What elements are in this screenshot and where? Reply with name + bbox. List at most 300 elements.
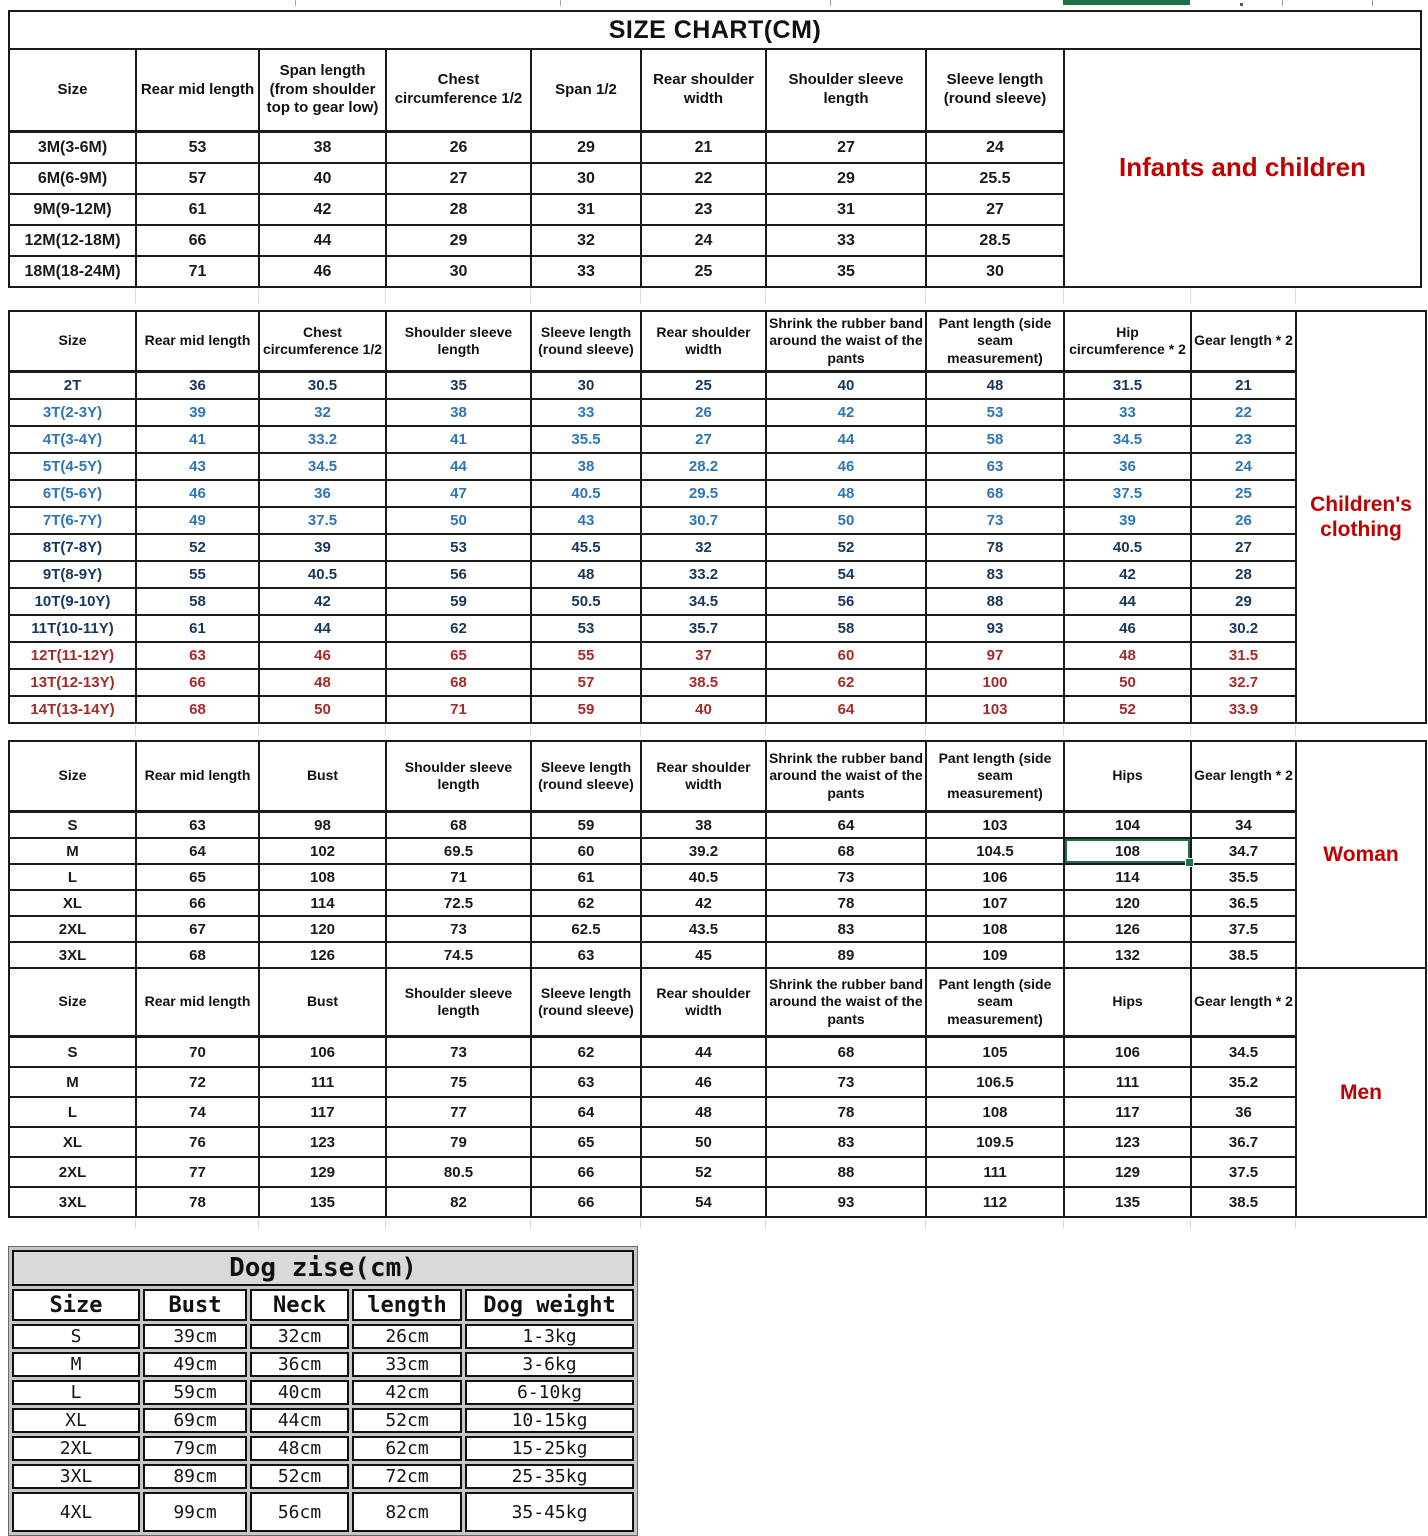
table-cell: 33	[766, 225, 926, 256]
row-size-cell: M	[9, 1067, 136, 1097]
table-cell: 55	[531, 642, 641, 669]
infants-table	[8, 10, 1422, 288]
table-cell: 40cm	[250, 1380, 349, 1405]
column-header: Size	[12, 1289, 140, 1321]
table-cell: 78	[926, 534, 1064, 561]
table-cell: 82cm	[352, 1492, 462, 1532]
table-cell: 33	[531, 256, 641, 287]
column-header: Rear mid length	[136, 311, 259, 372]
table-cell: 1-3kg	[465, 1324, 634, 1349]
table-cell: 46	[1064, 615, 1191, 642]
table-cell: 44cm	[250, 1408, 349, 1433]
table-cell: 100	[926, 669, 1064, 696]
gridline-tick	[135, 1219, 136, 1229]
row-size-cell: 2XL	[12, 1436, 140, 1461]
table-cell: 98	[259, 812, 386, 839]
column-header: Span 1/2	[531, 49, 641, 132]
column-header: Size	[9, 49, 136, 132]
sheet-gap	[8, 724, 1425, 740]
table-cell: 37.5	[1191, 916, 1296, 942]
table-cell: 120	[259, 916, 386, 942]
table-cell: 29	[531, 132, 641, 164]
table-cell: 62	[386, 615, 531, 642]
table-cell: 42cm	[352, 1380, 462, 1405]
table-cell: 50	[641, 1127, 766, 1157]
table-cell: 65	[531, 1127, 641, 1157]
table-cell: 63	[136, 812, 259, 839]
column-header: Hip circumference * 2	[1064, 311, 1191, 372]
table-cell: 44	[641, 1037, 766, 1068]
header-row	[9, 49, 1421, 132]
table-cell: 52	[1064, 696, 1191, 723]
table-cell: 77	[386, 1097, 531, 1127]
table-cell: 44	[386, 453, 531, 480]
table-cell: 26	[641, 399, 766, 426]
table-cell: 38.5	[1191, 1187, 1296, 1217]
woman-table	[8, 740, 1427, 969]
gridline-tick	[1190, 725, 1191, 736]
row-size-cell: 2XL	[9, 916, 136, 942]
table-cell: 65	[136, 864, 259, 890]
table-cell: 30	[386, 256, 531, 287]
table-cell: 109.5	[926, 1127, 1064, 1157]
table-cell: 48	[1064, 642, 1191, 669]
table-row	[9, 1097, 1426, 1127]
row-size-cell: 3XL	[9, 942, 136, 968]
table-cell: 25-35kg	[465, 1464, 634, 1489]
table-cell: 38	[641, 812, 766, 839]
table-cell: 42	[259, 194, 386, 225]
table-cell: 106	[926, 864, 1064, 890]
gridline-tick	[385, 1219, 386, 1229]
table-cell: 48	[766, 480, 926, 507]
table-cell: 106	[1064, 1037, 1191, 1068]
table-cell: 42	[641, 890, 766, 916]
column-header: Hips	[1064, 968, 1191, 1037]
spreadsheet-top-edge	[0, 0, 1428, 10]
table-cell: 50	[386, 507, 531, 534]
table-row	[12, 1492, 634, 1532]
category-label: Children's clothing	[1296, 311, 1426, 723]
row-size-cell: 4XL	[12, 1492, 140, 1532]
table-cell: 25	[1191, 480, 1296, 507]
table-cell: 45.5	[531, 534, 641, 561]
table-cell: 15-25kg	[465, 1436, 634, 1461]
table-cell: 33.2	[259, 426, 386, 453]
table-cell: 30.5	[259, 372, 386, 400]
column-header: Size	[9, 311, 136, 372]
column-header: Pant length (side seam measurement)	[926, 968, 1064, 1037]
row-size-cell: 2T	[9, 372, 136, 400]
table-row	[9, 669, 1426, 696]
table-cell: 52cm	[250, 1464, 349, 1489]
column-header: Rear shoulder width	[641, 968, 766, 1037]
table-cell: 31	[531, 194, 641, 225]
table-cell: 40.5	[1064, 534, 1191, 561]
table-cell: 64	[766, 696, 926, 723]
table-cell: 35-45kg	[465, 1492, 634, 1532]
table-cell: 30	[926, 256, 1064, 287]
table-cell: 39	[259, 534, 386, 561]
table-cell: 29.5	[641, 480, 766, 507]
table-cell: 31	[766, 194, 926, 225]
header-row	[9, 311, 1426, 372]
table-cell: 108	[926, 916, 1064, 942]
table-cell: 39.2	[641, 838, 766, 864]
table-cell: 25	[641, 256, 766, 287]
table-cell: 54	[766, 561, 926, 588]
table-cell: 39cm	[143, 1324, 247, 1349]
table-cell: 50	[766, 507, 926, 534]
gridline-tick	[1063, 725, 1064, 736]
table-cell: 64	[136, 838, 259, 864]
table-cell: 117	[259, 1097, 386, 1127]
column-header: Gear length * 2	[1191, 311, 1296, 372]
table-cell: 132	[1064, 942, 1191, 968]
column-header: Rear shoulder width	[641, 49, 766, 132]
table-cell: 62	[766, 669, 926, 696]
gridline-tick	[530, 289, 531, 304]
table-cell: 82	[386, 1187, 531, 1217]
table-cell: 58	[136, 588, 259, 615]
table-cell: 111	[1064, 1067, 1191, 1097]
row-size-cell: 3XL	[9, 1187, 136, 1217]
table-row	[9, 534, 1426, 561]
table-cell: 35	[386, 372, 531, 400]
gridline-tick	[1190, 1219, 1191, 1229]
table-cell: 64	[531, 1097, 641, 1127]
table-cell: 68	[766, 1037, 926, 1068]
table-cell: 89cm	[143, 1464, 247, 1489]
gridline-tick	[925, 1219, 926, 1229]
table-cell: 78	[766, 1097, 926, 1127]
table-cell: 36.7	[1191, 1127, 1296, 1157]
table-row	[12, 1436, 634, 1461]
table-cell: 52	[766, 534, 926, 561]
table-cell: 73	[386, 1037, 531, 1068]
table-cell: 28.2	[641, 453, 766, 480]
column-header: Neck	[250, 1289, 349, 1321]
gridline-tick	[385, 289, 386, 304]
table-cell: 52	[641, 1157, 766, 1187]
table-cell: 58	[926, 426, 1064, 453]
table-cell: 72	[136, 1067, 259, 1097]
table-cell: 129	[1064, 1157, 1191, 1187]
table-cell: 22	[1191, 399, 1296, 426]
table-cell: 107	[926, 890, 1064, 916]
row-size-cell: L	[9, 1097, 136, 1127]
table-cell: 76	[136, 1127, 259, 1157]
table-cell: 37.5	[1191, 1157, 1296, 1187]
table-cell: 27	[386, 163, 531, 194]
table-cell: 50	[259, 696, 386, 723]
row-size-cell: 5T(4-5Y)	[9, 453, 136, 480]
table-cell: 62	[531, 890, 641, 916]
table-cell: 59	[531, 812, 641, 839]
column-header: Rear shoulder width	[641, 311, 766, 372]
table-cell: 109	[926, 942, 1064, 968]
table-cell: 68	[766, 838, 926, 864]
table-cell: 103	[926, 812, 1064, 839]
table-row	[9, 1157, 1426, 1187]
table-cell: 23	[1191, 426, 1296, 453]
table-cell: 29	[386, 225, 531, 256]
table-cell: 38.5	[1191, 942, 1296, 968]
category-label: Infants and children	[1064, 49, 1421, 287]
gridline-tick	[530, 1219, 531, 1229]
table-cell: 60	[766, 642, 926, 669]
table-cell: 35.5	[1191, 864, 1296, 890]
table-cell: 37.5	[1064, 480, 1191, 507]
table-cell: 38	[259, 132, 386, 164]
table-cell: 42	[766, 399, 926, 426]
table-cell: 32	[641, 534, 766, 561]
table-cell: 67	[136, 916, 259, 942]
row-size-cell: M	[9, 838, 136, 864]
table-cell: 25	[641, 372, 766, 400]
table-row	[9, 615, 1426, 642]
table-cell: 10-15kg	[465, 1408, 634, 1433]
table-cell: 33	[531, 399, 641, 426]
column-header: Shoulder sleeve length	[386, 311, 531, 372]
table-cell: 68	[386, 812, 531, 839]
table-row	[12, 1324, 634, 1349]
table-cell: 36.5	[1191, 890, 1296, 916]
table-cell: 37	[641, 642, 766, 669]
table-cell: 73	[766, 1067, 926, 1097]
row-size-cell: 12M(12-18M)	[9, 225, 136, 256]
table-row	[9, 642, 1426, 669]
table-cell: 30.7	[641, 507, 766, 534]
table-cell: 68	[136, 696, 259, 723]
sheet-gap	[8, 1218, 1425, 1232]
table-cell: 103	[926, 696, 1064, 723]
table-cell: 26	[386, 132, 531, 164]
table-cell: 40.5	[259, 561, 386, 588]
table-cell: 34.5	[1064, 426, 1191, 453]
table-cell: 53	[926, 399, 1064, 426]
table-cell: 66	[531, 1187, 641, 1217]
table-cell: 73	[386, 916, 531, 942]
table-cell: 79cm	[143, 1436, 247, 1461]
gridline-tick	[1372, 0, 1373, 6]
table-cell: 39	[136, 399, 259, 426]
row-size-cell: 3XL	[12, 1464, 140, 1489]
table-row	[9, 696, 1426, 723]
column-header: Shrink the rubber band around the waist of the pants	[766, 741, 926, 812]
column-header: Sleeve length (round sleeve)	[531, 741, 641, 812]
table-cell: 32.7	[1191, 669, 1296, 696]
table-cell: 33	[1064, 399, 1191, 426]
table-cell: 99cm	[143, 1492, 247, 1532]
table-cell: 66	[136, 669, 259, 696]
table-cell: 108	[1064, 838, 1191, 864]
row-size-cell: 12T(11-12Y)	[9, 642, 136, 669]
table-row	[9, 942, 1426, 968]
table-cell: 44	[259, 615, 386, 642]
table-cell: 30.2	[1191, 615, 1296, 642]
table-cell: 135	[259, 1187, 386, 1217]
table-cell: 32	[259, 399, 386, 426]
table-cell: 62cm	[352, 1436, 462, 1461]
table-cell: 21	[641, 132, 766, 164]
table-cell: 68	[136, 942, 259, 968]
gridline-tick	[295, 0, 296, 6]
column-header: Sleeve length (round sleeve)	[926, 49, 1064, 132]
table-cell: 108	[259, 864, 386, 890]
gridline-tick	[560, 0, 561, 6]
table-cell: 93	[766, 1187, 926, 1217]
table-row	[9, 480, 1426, 507]
column-header: Gear length * 2	[1191, 968, 1296, 1037]
gridline-tick	[258, 725, 259, 736]
column-header: Sleeve length (round sleeve)	[531, 968, 641, 1037]
table-cell: 48	[641, 1097, 766, 1127]
row-size-cell: 13T(12-13Y)	[9, 669, 136, 696]
table-cell: 135	[1064, 1187, 1191, 1217]
table-cell: 61	[136, 194, 259, 225]
table-cell: 50.5	[531, 588, 641, 615]
table-row	[9, 399, 1426, 426]
table-cell: 114	[259, 890, 386, 916]
table-cell: 71	[386, 696, 531, 723]
table-cell: 40.5	[531, 480, 641, 507]
column-header: Span length (from shoulder top to gear low)	[259, 49, 386, 132]
table-row	[9, 916, 1426, 942]
table-cell: 59cm	[143, 1380, 247, 1405]
gridline-tick	[765, 1219, 766, 1229]
table-cell: 26cm	[352, 1324, 462, 1349]
column-header: Rear mid length	[136, 968, 259, 1037]
table-row	[9, 812, 1426, 839]
table-cell: 123	[1064, 1127, 1191, 1157]
table-cell: 63	[531, 942, 641, 968]
table-cell: 32cm	[250, 1324, 349, 1349]
table-cell: 66	[136, 890, 259, 916]
table-cell: 34.5	[641, 588, 766, 615]
header-row	[12, 1289, 634, 1321]
gridline-tick	[765, 725, 766, 736]
table-cell: 37.5	[259, 507, 386, 534]
gridline-tick	[135, 289, 136, 304]
table-row	[12, 1380, 634, 1405]
table-cell: 40	[641, 696, 766, 723]
table-row	[9, 588, 1426, 615]
table-cell: 52	[136, 534, 259, 561]
table-cell: 59	[531, 696, 641, 723]
category-label: Woman	[1296, 741, 1426, 968]
row-size-cell: 8T(7-8Y)	[9, 534, 136, 561]
column-header: Bust	[143, 1289, 247, 1321]
table-cell: 46	[259, 256, 386, 287]
table-cell: 72cm	[352, 1464, 462, 1489]
table-cell: 33.9	[1191, 696, 1296, 723]
table-cell: 102	[259, 838, 386, 864]
table-cell: 36cm	[250, 1352, 349, 1377]
gridline-tick	[1190, 289, 1191, 304]
table-cell: 42	[259, 588, 386, 615]
table-cell: 25.5	[926, 163, 1064, 194]
table-cell: 36	[1191, 1097, 1296, 1127]
table-cell: 28.5	[926, 225, 1064, 256]
column-header: Rear mid length	[136, 741, 259, 812]
table-cell: 65	[386, 642, 531, 669]
table-cell: 40	[259, 163, 386, 194]
column-header: Size	[9, 968, 136, 1037]
table-cell: 40	[766, 372, 926, 400]
table-cell: 93	[926, 615, 1064, 642]
gridline-tick	[258, 289, 259, 304]
table-cell: 111	[259, 1067, 386, 1097]
row-size-cell: 10T(9-10Y)	[9, 588, 136, 615]
row-size-cell: 18M(18-24M)	[9, 256, 136, 287]
table-cell: 74.5	[386, 942, 531, 968]
table-cell: 35.2	[1191, 1067, 1296, 1097]
gridline-tick	[640, 1219, 641, 1229]
table-cell: 61	[531, 864, 641, 890]
table-cell: 46	[641, 1067, 766, 1097]
table-cell: 6-10kg	[465, 1380, 634, 1405]
row-size-cell: 9T(8-9Y)	[9, 561, 136, 588]
table-cell: 104.5	[926, 838, 1064, 864]
header-row	[9, 968, 1426, 1037]
table-cell: 35	[766, 256, 926, 287]
table-cell: 36	[1064, 453, 1191, 480]
table-cell: 44	[259, 225, 386, 256]
table-cell: 38	[386, 399, 531, 426]
column-header: Chest circumference 1/2	[259, 311, 386, 372]
gridline-tick	[1295, 725, 1296, 736]
table-cell: 29	[766, 163, 926, 194]
sheet-gap	[8, 288, 1425, 310]
table-cell: 49	[136, 507, 259, 534]
table-cell: 105	[926, 1037, 1064, 1068]
table-cell: 63	[136, 642, 259, 669]
column-header: Rear mid length	[136, 49, 259, 132]
table-cell: 56cm	[250, 1492, 349, 1532]
gridline-tick	[1063, 1219, 1064, 1229]
header-row	[9, 741, 1426, 812]
table-cell: 114	[1064, 864, 1191, 890]
table-cell: 56	[386, 561, 531, 588]
row-size-cell: L	[12, 1380, 140, 1405]
table-cell: 56	[766, 588, 926, 615]
table-cell: 22	[641, 163, 766, 194]
table-cell: 38	[531, 453, 641, 480]
table-cell: 53	[386, 534, 531, 561]
table-cell: 42	[1064, 561, 1191, 588]
table-cell: 120	[1064, 890, 1191, 916]
table-row	[9, 838, 1426, 864]
table-cell: 28	[1191, 561, 1296, 588]
table-cell: 123	[259, 1127, 386, 1157]
table-row	[9, 890, 1426, 916]
column-header: length	[352, 1289, 462, 1321]
table-cell: 83	[766, 916, 926, 942]
column-header: Pant length (side seam measurement)	[926, 311, 1064, 372]
table-cell: 43.5	[641, 916, 766, 942]
table-cell: 32	[531, 225, 641, 256]
gridline-tick	[1295, 289, 1296, 304]
table-row	[9, 1127, 1426, 1157]
table-cell: 112	[926, 1187, 1064, 1217]
table-row	[9, 372, 1426, 400]
table-row	[12, 1408, 634, 1433]
table-cell: 63	[531, 1067, 641, 1097]
row-size-cell: 4T(3-4Y)	[9, 426, 136, 453]
table-cell: 33.2	[641, 561, 766, 588]
table-cell: 63	[926, 453, 1064, 480]
